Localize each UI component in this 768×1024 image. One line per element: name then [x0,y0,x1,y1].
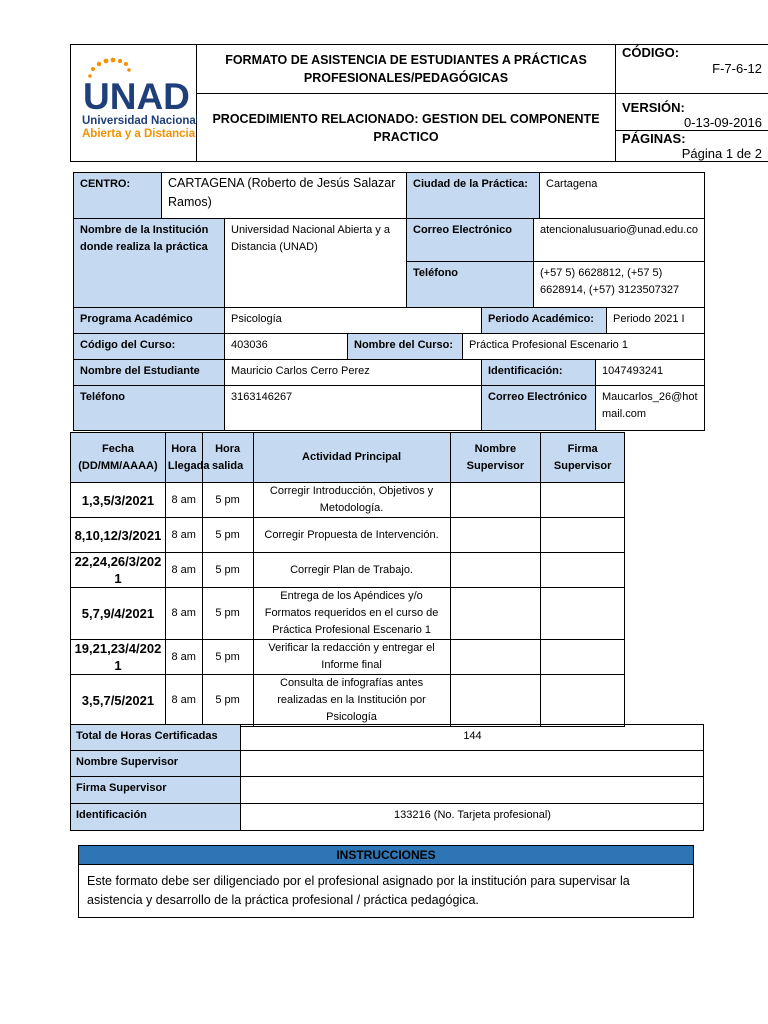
row-firma [541,675,625,727]
row-actividad: Corregir Propuesta de Intervención. [253,518,450,553]
attendance-header-row [71,433,625,483]
telefono-value: (+57 5) 6628812, (+57 5) 6628914, (+57) 3123507327 [533,261,705,308]
table-row [71,483,625,518]
row-llegada: 8 am [165,588,202,640]
programa-label: Programa Académico [73,307,225,334]
row-llegada: 8 am [165,518,202,553]
identificacion-sup-value: 133216 (No. Tarjeta profesional) [241,804,704,831]
centro-label: CENTRO: [73,172,162,219]
total-label: Total de Horas Certificadas [71,725,241,751]
col-actividad: Actividad Principal [253,433,450,483]
row-supervisor [450,483,541,518]
row-llegada: 8 am [165,483,202,518]
row-actividad: Entrega de los Apéndices y/o Formatos requeridos en el curso de Práctica Profesional Escenario 1 [253,588,450,640]
row-supervisor [450,553,541,588]
row-actividad: Corregir Plan de Trabajo. [253,553,450,588]
firma-sup-label: Firma Supervisor [71,777,241,804]
correo-label: Correo Electrónico [406,218,534,262]
row-salida: 5 pm [202,483,253,518]
table-row [71,640,625,675]
totals-table [70,724,704,831]
identificacion-value: 1047493241 [595,359,705,386]
row-actividad: Consulta de infografías antes realizadas en la Institución por Psicología [253,675,450,727]
row-supervisor [450,675,541,727]
table-row [71,518,625,553]
estudiante-value: Mauricio Carlos Cerro Perez [224,359,482,386]
institucion-value: Universidad Nacional Abierta y a Distancia (UNAD) [224,218,407,308]
row-llegada: 8 am [165,675,202,727]
col-supervisor: Nombre Supervisor [450,433,541,483]
table-row [71,675,625,727]
row-supervisor [450,640,541,675]
estudiante-label: Nombre del Estudiante [73,359,225,386]
row-llegada: 8 am [165,553,202,588]
nombre-curso-value: Práctica Profesional Escenario 1 [462,333,705,360]
row-salida: 5 pm [202,518,253,553]
logo-dots [88,58,131,78]
codigo-curso-label: Código del Curso: [73,333,225,360]
header-table [70,44,768,162]
logo-subtitle-1: Universidad Nacional [82,115,197,127]
row-salida: 5 pm [202,675,253,727]
col-firma: Firma Supervisor [541,433,625,483]
info-section [73,172,705,431]
instructions-text: Este formato debe ser diligenciado por el profesional asignado por la institución para supervisar la asistencia y desarrollo de la práctica profesional / práctica pedagógica. [79,865,694,918]
table-row [71,588,625,640]
codigo-value: F-7-6-12 [712,61,762,76]
instructions-title: INSTRUCCIONES [79,846,694,865]
row-actividad: Corregir Introducción, Objetivos y Metodología. [253,483,450,518]
version-value: 0-13-09-2016 [683,115,762,130]
total-value: 144 [241,725,704,751]
row-salida: 5 pm [202,588,253,640]
firma-sup-value [241,777,704,804]
col-llegada: Hora Llegada [165,433,202,483]
col-fecha: Fecha (DD/MM/AAAA) [71,433,166,483]
version-paginas-cell [616,94,768,162]
paginas-label: PÁGINAS: [616,130,768,146]
logo-cell [71,45,197,162]
unad-logo [71,45,197,155]
row-fecha: 22,24,26/3/2021 [71,553,166,588]
procedure-title: PROCEDIMIENTO RELACIONADO: GESTION DEL COMPONENTE PRACTICO [197,94,616,162]
logo-wordmark: UNAD [83,76,190,117]
tel-est-label: Teléfono [73,385,225,431]
paginas-value: Página 1 de 2 [681,146,762,161]
row-salida: 5 pm [202,640,253,675]
row-llegada: 8 am [165,640,202,675]
row-fecha: 3,5,7/5/2021 [71,675,166,727]
institucion-label: Nombre de la Institución donde realiza la práctica [73,218,225,308]
periodo-label: Periodo Académico: [481,307,607,334]
nombre-sup-label: Nombre Supervisor [71,751,241,777]
row-salida: 5 pm [202,553,253,588]
row-fecha: 19,21,23/4/2021 [71,640,166,675]
correo-est-label: Correo Electrónico [481,385,596,431]
correo-value: atencionalusuario@unad.edu.co [533,218,705,262]
nombre-sup-value [241,751,704,777]
row-firma [541,553,625,588]
row-fecha: 5,7,9/4/2021 [71,588,166,640]
form-title: FORMATO DE ASISTENCIA DE ESTUDIANTES A PRÁCTICAS PROFESIONALES/PEDAGÓGICAS [197,45,616,94]
attendance-table [70,432,625,727]
table-row [71,553,625,588]
instructions-table [78,845,694,918]
ciudad-value: Cartagena [539,172,705,219]
logo-subtitle-2: Abierta y a Distancia [82,128,196,140]
col-salida: Hora salida [202,433,253,483]
correo-est-value: Maucarlos_26@hotmail.com [595,385,705,431]
row-firma [541,518,625,553]
tel-est-value: 3163146267 [224,385,482,431]
row-supervisor [450,518,541,553]
row-firma [541,483,625,518]
periodo-value: Periodo 2021 I [606,307,705,334]
row-supervisor [450,588,541,640]
identificacion-label: Identificación: [481,359,596,386]
centro-value: CARTAGENA (Roberto de Jesús Salazar Ramos) [161,172,407,219]
codigo-curso-value: 403036 [224,333,348,360]
row-actividad: Verificar la redacción y entregar el Informe final [253,640,450,675]
nombre-curso-label: Nombre del Curso: [347,333,463,360]
identificacion-sup-label: Identificación [71,804,241,831]
version-label: VERSIÓN: [622,100,685,115]
codigo-cell [616,45,768,94]
codigo-label: CÓDIGO: [622,45,680,60]
telefono-label: Teléfono [406,261,534,308]
programa-value: Psicología [224,307,482,334]
row-firma [541,588,625,640]
row-fecha: 1,3,5/3/2021 [71,483,166,518]
row-fecha: 8,10,12/3/2021 [71,518,166,553]
ciudad-label: Ciudad de la Práctica: [406,172,540,219]
row-firma [541,640,625,675]
